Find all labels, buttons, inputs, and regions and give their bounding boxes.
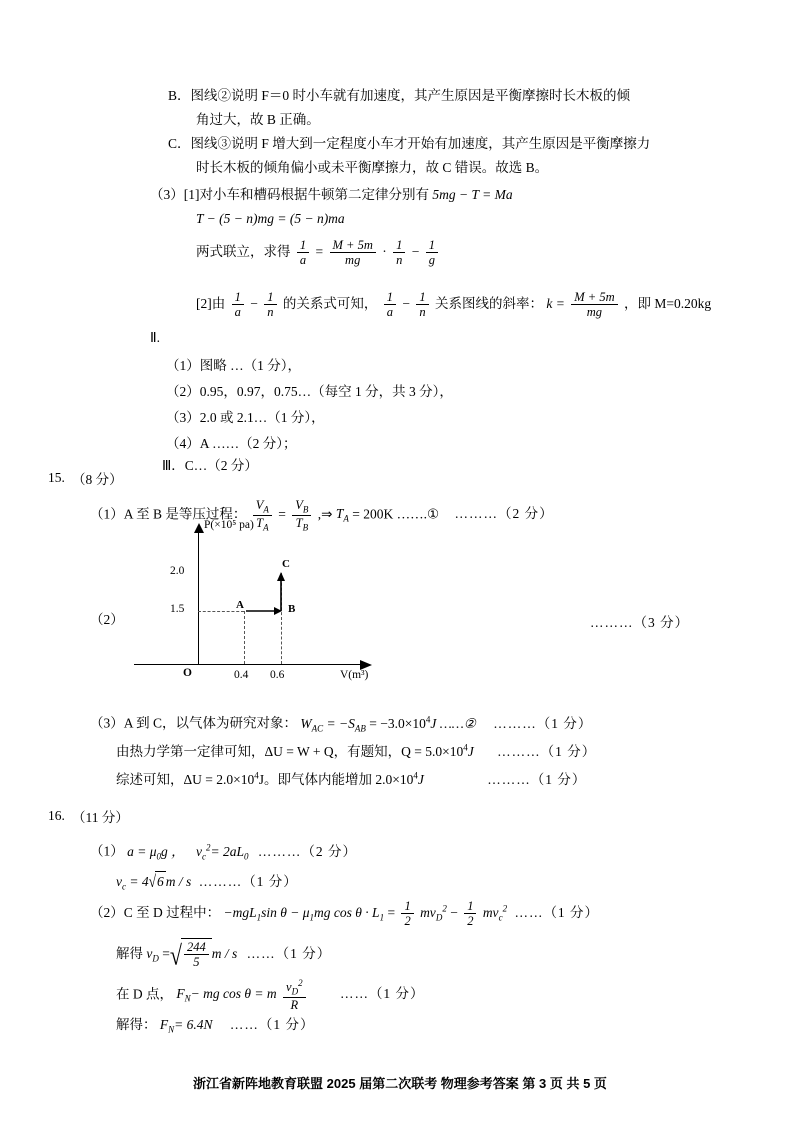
q16-line5-prefix: 在 D 点， bbox=[116, 986, 173, 1002]
frac-VA-over-TA: $\frac{V_A}{T_A}$ bbox=[253, 498, 272, 533]
y-tick-1-5: 1.5 bbox=[170, 603, 185, 615]
item3-2-prefix: [2]由 bbox=[196, 295, 226, 311]
mvD-squared: $mv_D^2$ bbox=[420, 903, 447, 923]
mvc-squared: $mv_c^2$ bbox=[482, 903, 508, 923]
minus-sign-2: − bbox=[250, 295, 258, 311]
frac-1-over-n-2: $\frac{1}{n}$ bbox=[264, 290, 276, 320]
q16-number bbox=[48, 808, 65, 824]
choice-c-text-2: 时长木板的倾角偏小或未平衡摩擦力，故 C 错误。故选 B。 bbox=[196, 160, 549, 175]
section-II-text-4: （4）A ……（2 分）； bbox=[166, 436, 297, 451]
frac-1-over-a-2: $\frac{1}{a}$ bbox=[232, 290, 244, 320]
page-footer bbox=[0, 1073, 800, 1092]
q16-line5 bbox=[116, 978, 425, 1012]
q16-dots-6: ……（1 分） bbox=[229, 1017, 315, 1032]
section-II-text-1: （1）图略 …（1 分）， bbox=[166, 358, 301, 373]
q16-line2 bbox=[116, 871, 298, 895]
W-AC-value: = $-3.0\times 10^4J$ ……② bbox=[369, 714, 476, 731]
combine-line bbox=[196, 238, 441, 268]
implies-arrow: ,⇒ bbox=[317, 506, 333, 522]
q16-item1-line bbox=[90, 841, 357, 864]
equation-2: T − (5 − n)mg = (5 − n)ma bbox=[196, 211, 345, 226]
frac-1-over-a: $\frac{1}{a}$ bbox=[297, 238, 309, 268]
q15-dots-3: ………（1 分） bbox=[493, 715, 593, 731]
point-label-A: A bbox=[236, 599, 244, 611]
q16-score bbox=[72, 808, 129, 829]
q16-line6 bbox=[116, 1015, 315, 1038]
choice-c-text-1: C．图线③说明 F 增大到一定程度小车才开始有加速度，其产生原因是平衡摩擦力 bbox=[168, 136, 651, 151]
choice-c-line1 bbox=[168, 134, 748, 155]
vc-squared-equation: $v_c^2= 2aL_0$ bbox=[196, 842, 249, 862]
choice-c-line2 bbox=[196, 158, 756, 179]
choice-b-text-2: 角过大，故 B 正确。 bbox=[196, 112, 320, 127]
section-II-line-2 bbox=[166, 382, 453, 403]
equals-sign: = bbox=[315, 243, 324, 259]
TA-value: = 200K …….① bbox=[352, 506, 440, 522]
q15-line5 bbox=[116, 769, 586, 790]
section-III-heading bbox=[162, 456, 258, 477]
q16-score-text: （11 分） bbox=[72, 810, 129, 825]
frac-1-over-g: $\frac{1}{g}$ bbox=[426, 238, 438, 268]
frac-1-over-a-3: $\frac{1}{a}$ bbox=[384, 290, 396, 320]
sqrt-radicand-244-5 bbox=[181, 938, 212, 970]
footer-text: 浙江省新阵地教育联盟 2025 届第二次联考 物理参考答案 第 3 页 共 5 页 bbox=[193, 1076, 607, 1091]
vD-units: m / s bbox=[211, 945, 238, 961]
sqrt-icon-2: √ bbox=[169, 939, 182, 971]
slope-k-label: k = bbox=[546, 295, 565, 311]
frac-M-plus-5m-over-mg-2: $\frac{M + 5m}{mg}$ bbox=[571, 290, 617, 320]
x-axis-label: V(m³) bbox=[340, 669, 369, 681]
FN-result: $F_N= 6.4N$ bbox=[159, 1017, 213, 1035]
y-axis-label: P(×10⁵ pa) bbox=[204, 519, 254, 531]
minus-sign-q16: − bbox=[450, 904, 458, 920]
frac-VB-over-TB: $\frac{V_B}{T_B}$ bbox=[292, 498, 311, 533]
point-label-C: C bbox=[282, 558, 290, 570]
q16-dots-4: ……（1 分） bbox=[246, 945, 332, 961]
frac-244-over-5: $\frac{244}{5}$ bbox=[184, 940, 209, 970]
vc-symbol: $v_c$ bbox=[116, 874, 126, 892]
q15-item3-line bbox=[90, 713, 592, 736]
q16-number-text: 16. bbox=[48, 808, 65, 823]
q15-score-text: （8 分） bbox=[72, 472, 123, 487]
item3-label: （3）[1]对小车和槽码根据牛顿第二定律分别有 bbox=[150, 187, 429, 202]
sqrt-icon: √ bbox=[148, 871, 157, 891]
q15-line4-text: 由热力学第一定律可知，ΔU = W + Q，有题知，$Q = 5.0\times 10^4J$ bbox=[116, 742, 474, 759]
sqrt-radicand-6: 6 bbox=[155, 871, 166, 893]
q15-number-text: 15. bbox=[48, 470, 65, 485]
q15-number bbox=[48, 470, 65, 486]
frac-M-plus-5m-over-mg: $\frac{M + 5m}{mg}$ bbox=[330, 238, 376, 268]
pv-diagram bbox=[150, 519, 430, 685]
x-tick-0-4: 0.4 bbox=[234, 669, 249, 681]
q16-line6-prefix: 解得： bbox=[116, 1017, 157, 1032]
vc-equals: = 4 bbox=[129, 874, 149, 889]
item3-2-tail: ，即 M=0.20kg bbox=[623, 295, 712, 311]
equals-sign-q15: = bbox=[278, 506, 286, 522]
item3-2-mid: 的关系式可知， bbox=[282, 295, 378, 311]
FN-equation: $F_N-$ mg cos θ = m bbox=[176, 986, 277, 1004]
item3-2-line bbox=[196, 290, 711, 320]
section-II-label: Ⅱ. bbox=[150, 330, 161, 345]
vD-symbol: $v_D$ bbox=[146, 945, 159, 964]
combine-label: 两式联立，求得 bbox=[196, 243, 291, 259]
q16-dots-3: ……（1 分） bbox=[514, 904, 600, 920]
minus-sign-3: − bbox=[402, 295, 410, 311]
item3-2-mid2: 关系图线的斜率： bbox=[435, 295, 543, 311]
q15-dots-4: ………（1 分） bbox=[497, 743, 597, 759]
q16-item2-line bbox=[90, 899, 599, 929]
q15-line5-text: 综述可知，$\Delta U = 2.0\times 10^4J$。即气体内能增加 $2.0\times 10^4J$ bbox=[116, 770, 424, 787]
S-AB-symbol: = $-S_{AB}$ bbox=[326, 715, 366, 734]
section-II-text-3: （3）2.0 或 2.1…（1 分）， bbox=[166, 410, 325, 425]
section-III-label: Ⅲ．C…（2 分） bbox=[162, 458, 258, 473]
q15-line4 bbox=[116, 741, 596, 762]
q15-item2-label-text: （2） bbox=[90, 612, 124, 627]
frac-1-over-2-a: $\frac{1}{2}$ bbox=[401, 899, 413, 929]
q15-dots-5: ………（1 分） bbox=[487, 771, 587, 787]
choice-b-line1 bbox=[168, 86, 728, 107]
q15-dots-1: ………（2 分） bbox=[454, 506, 554, 522]
vD-equals: = bbox=[162, 945, 170, 961]
frac-vD2-over-R: $\frac{v_D^2}{R}$ bbox=[283, 978, 306, 1012]
energy-equation-left: −mgL$_1$sin $\theta - \mu_1mg$ $\cos \theta \cdot L_1$ bbox=[223, 904, 385, 923]
q15-item3-prefix: （3）A 到 C，以气体为研究对象： bbox=[90, 715, 298, 731]
q16-dots-1: ………（2 分） bbox=[257, 843, 358, 859]
equation-1: 5mg − T = Ma bbox=[432, 187, 513, 202]
q15-dots-2 bbox=[590, 613, 689, 634]
q16-item2-prefix: （2）C 至 D 过程中： bbox=[90, 904, 221, 920]
q15-item1-prefix: （1）A 至 B 是等压过程： bbox=[90, 506, 247, 522]
TA-symbol: $T_A$ bbox=[335, 506, 349, 525]
section-II-heading bbox=[150, 328, 160, 349]
frac-1-over-2-b: $\frac{1}{2}$ bbox=[464, 899, 476, 929]
q15-item2-label bbox=[90, 610, 124, 631]
a-equation: $a = \mu_0g$ ， bbox=[127, 843, 185, 862]
W-AC-symbol: $W_{AC}$ bbox=[300, 715, 324, 734]
origin-label: O bbox=[183, 667, 192, 679]
minus-sign: − bbox=[411, 243, 420, 259]
q16-dots-2: ………（1 分） bbox=[198, 874, 298, 889]
choice-b-text-1: B．图线②说明 F＝0 时小车就有加速度，其产生原因是平衡摩擦时长木板的倾 bbox=[168, 88, 631, 103]
section-II-line-4 bbox=[166, 434, 297, 455]
section-II-text-2: （2）0.95，0.97，0.75…（每空 1 分，共 3 分）， bbox=[166, 384, 453, 399]
section-II-line-1 bbox=[166, 356, 301, 377]
q15-dots-2-text: ………（3 分） bbox=[590, 615, 690, 630]
frac-1-over-n: $\frac{1}{n}$ bbox=[393, 238, 405, 268]
q16-item1-prefix: （1） bbox=[90, 843, 124, 859]
vc-units: m / s bbox=[165, 874, 192, 889]
q16-line4-prefix: 解得 bbox=[116, 945, 143, 961]
section-II-line-3 bbox=[166, 408, 325, 429]
frac-1-over-n-3: $\frac{1}{n}$ bbox=[416, 290, 428, 320]
y-tick-2-0: 2.0 bbox=[170, 565, 185, 577]
q16-dots-5: ……（1 分） bbox=[339, 986, 425, 1002]
x-tick-0-6: 0.6 bbox=[270, 669, 285, 681]
process-path bbox=[150, 525, 340, 675]
q16-line4 bbox=[116, 938, 331, 973]
equation-2-line bbox=[196, 209, 345, 230]
choice-b-line2 bbox=[196, 110, 736, 131]
item3-label-line bbox=[150, 185, 750, 206]
point-label-B: B bbox=[288, 603, 296, 615]
equals-sign-q16: = bbox=[387, 904, 396, 920]
dot-operator: · bbox=[382, 243, 387, 259]
q15-score bbox=[72, 470, 123, 491]
